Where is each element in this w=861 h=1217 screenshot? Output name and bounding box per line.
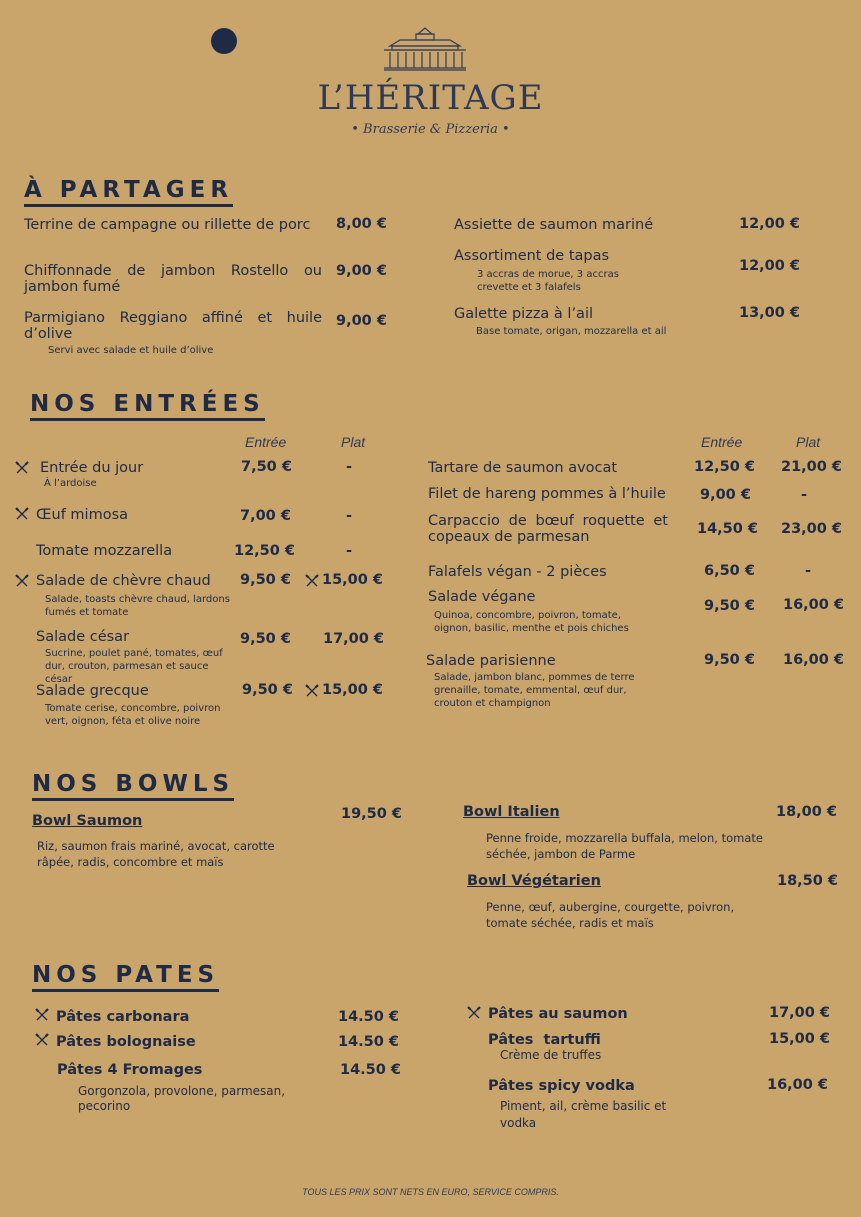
menu-item-price: 18,00 € (776, 804, 838, 820)
section-title-bowls: NOS BOWLS (32, 771, 234, 801)
crossed-cutlery-icon (305, 574, 319, 588)
section-title-pates: NOS PATES (32, 962, 219, 992)
menu-item-price-plat: - (346, 459, 353, 475)
menu-item-name: Œuf mimosa (36, 507, 129, 523)
menu-item-price: 12,00 € (739, 216, 801, 232)
crossed-cutlery-icon (35, 1008, 49, 1022)
menu-item-price-entree: 9,50 € (704, 598, 755, 614)
menu-item-price-entree: 7,00 € (240, 508, 291, 524)
column-header-entree: Entrée (701, 434, 743, 450)
menu-item-name: Salade végane (428, 589, 536, 605)
menu-item-name: Assiette de saumon mariné (454, 217, 654, 233)
menu-item-price-entree: 9,50 € (242, 682, 293, 698)
menu-item-name: Bowl Végétarien (467, 873, 601, 889)
menu-item-description: Penne froide, mozzarella buffala, melon, tomate séchée, jambon de Parme (486, 831, 763, 861)
menu-item-description: 3 accras de morue, 3 accras crevette et 3 falafels (477, 269, 619, 293)
menu-item-description: Penne, œuf, aubergine, courgette, poivron, tomate séchée, radis et maïs (486, 900, 735, 930)
menu-item-price: 14.50 € (340, 1062, 402, 1078)
menu-item-price: 14.50 € (338, 1034, 400, 1050)
menu-item-price-entree: 9,50 € (240, 631, 291, 647)
menu-item-price-plat: 16,00 € (783, 652, 845, 668)
menu-item-name: Carpaccio de bœuf roquette et copeaux de parmesan (428, 513, 668, 545)
menu-item-price-entree: 14,50 € (697, 521, 759, 537)
menu-item-name: Galette pizza à l’ail (454, 306, 593, 322)
menu-item-name: Falafels végan - 2 pièces (428, 564, 607, 580)
menu-item-name: Tomate mozzarella (36, 543, 173, 559)
menu-item-name: Parmigiano Reggiano affiné et huile d’olive (24, 310, 322, 342)
section-title-partager: À PARTAGER (24, 177, 233, 207)
menu-item-price: 16,00 € (767, 1077, 829, 1093)
menu-item-price-plat: 15,00 € (322, 572, 384, 588)
menu-item-price-entree: 7,50 € (241, 459, 292, 475)
menu-item-name: Salade césar (36, 629, 130, 645)
footer-note: TOUS LES PRIX SONT NETS EN EURO, SERVICE COMPRIS. (302, 1187, 559, 1197)
menu-item-price-plat: - (801, 487, 808, 503)
crossed-cutlery-icon (15, 574, 29, 588)
building-logo-icon (380, 26, 470, 72)
menu-item-description: À l’ardoise (44, 478, 97, 489)
menu-item-price: 19,50 € (341, 806, 403, 822)
menu-item-name: Salade parisienne (426, 653, 556, 669)
menu-item-name: Salade grecque (36, 683, 149, 699)
menu-item-price-plat: 16,00 € (783, 597, 845, 613)
decorative-dot (211, 28, 237, 54)
crossed-cutlery-icon (15, 507, 29, 521)
menu-item-description: Sucrine, poulet pané, tomates, œuf dur, crouton, parmesan et sauce césar (45, 648, 223, 685)
column-header-entree: Entrée (245, 434, 287, 450)
menu-item-name: Pâtes carbonara (56, 1009, 190, 1025)
menu-item-description: Salade, jambon blanc, pommes de terre grenaille, tomate, emmental, œuf dur, crouton et champignon (434, 672, 635, 709)
menu-item-description: Crème de truffes (500, 1048, 602, 1062)
menu-item-description: Piment, ail, crème basilic et vodka (500, 1099, 667, 1130)
menu-item-name: Chiffonnade de jambon Rostello ou jambon fumé (24, 263, 322, 295)
crossed-cutlery-icon (467, 1006, 481, 1020)
menu-item-price: 8,00 € (336, 216, 387, 232)
menu-item-name: Salade de chèvre chaud (36, 573, 211, 589)
menu-item-price-plat: - (346, 508, 353, 524)
menu-item-name: Tartare de saumon avocat (428, 460, 618, 476)
menu-item-name: Pâtes bolognaise (56, 1034, 196, 1050)
restaurant-tagline: • Brasserie & Pizzeria • (351, 122, 510, 137)
section-title-entrees: NOS ENTRÉES (30, 391, 265, 421)
menu-item-name: Pâtes tartuffi (488, 1032, 601, 1048)
menu-item-name: Pâtes spicy vodka (488, 1078, 635, 1094)
menu-item-price: 12,00 € (739, 258, 801, 274)
menu-item-price-entree: 12,50 € (234, 543, 296, 559)
menu-item-description: Riz, saumon frais mariné, avocat, carotte râpée, radis, concombre et maïs (37, 839, 275, 869)
menu-item-price: 15,00 € (769, 1031, 831, 1047)
menu-item-name: Bowl Saumon (32, 813, 143, 829)
menu-item-price: 14.50 € (338, 1009, 400, 1025)
menu-item-price-plat: 15,00 € (322, 682, 384, 698)
menu-item-price: 18,50 € (777, 873, 839, 889)
menu-item-name: Assortiment de tapas (454, 248, 610, 264)
menu-item-name: Filet de hareng pommes à l’huile (428, 486, 666, 502)
menu-item-price-entree: 6,50 € (704, 563, 755, 579)
menu-item-price-plat: 17,00 € (323, 631, 385, 647)
restaurant-name: L’HÉRITAGE (317, 78, 544, 118)
menu-item-name: Terrine de campagne ou rillette de porc (24, 217, 311, 233)
menu-item-description: Quinoa, concombre, poivron, tomate, oignon, basilic, menthe et pois chiches (434, 610, 629, 634)
menu-item-description: Servi avec salade et huile d’olive (48, 345, 214, 356)
crossed-cutlery-icon (305, 684, 319, 698)
menu-item-description: Tomate cerise, concombre, poivron vert, oignon, féta et olive noire (45, 703, 221, 727)
column-header-plat: Plat (341, 434, 366, 450)
menu-item-description: Salade, toasts chèvre chaud, lardons fumés et tomate (45, 594, 230, 618)
menu-item-name: Pâtes 4 Fromages (57, 1062, 203, 1078)
menu-item-price-plat: - (805, 563, 812, 579)
crossed-cutlery-icon (35, 1033, 49, 1047)
crossed-cutlery-icon (15, 461, 29, 475)
menu-item-price: 9,00 € (336, 313, 387, 329)
menu-item-price-entree: 12,50 € (694, 459, 756, 475)
menu-item-price-entree: 9,50 € (240, 572, 291, 588)
menu-item-description: Gorgonzola, provolone, parmesan, pecorino (78, 1084, 286, 1113)
menu-item-price: 17,00 € (769, 1005, 831, 1021)
column-header-plat: Plat (796, 434, 821, 450)
menu-item-name: Pâtes au saumon (488, 1006, 628, 1022)
menu-item-price-entree: 9,00 € (700, 487, 751, 503)
menu-item-price-plat: 23,00 € (781, 521, 843, 537)
menu-item-name: Entrée du jour (40, 460, 144, 476)
menu-item-price-plat: 21,00 € (781, 459, 843, 475)
menu-item-price: 13,00 € (739, 305, 801, 321)
menu-item-name: Bowl Italien (463, 804, 560, 820)
menu-item-price-entree: 9,50 € (704, 652, 755, 668)
menu-item-description: Base tomate, origan, mozzarella et ail (476, 326, 667, 337)
menu-item-price-plat: - (346, 543, 353, 559)
menu-item-price: 9,00 € (336, 263, 387, 279)
